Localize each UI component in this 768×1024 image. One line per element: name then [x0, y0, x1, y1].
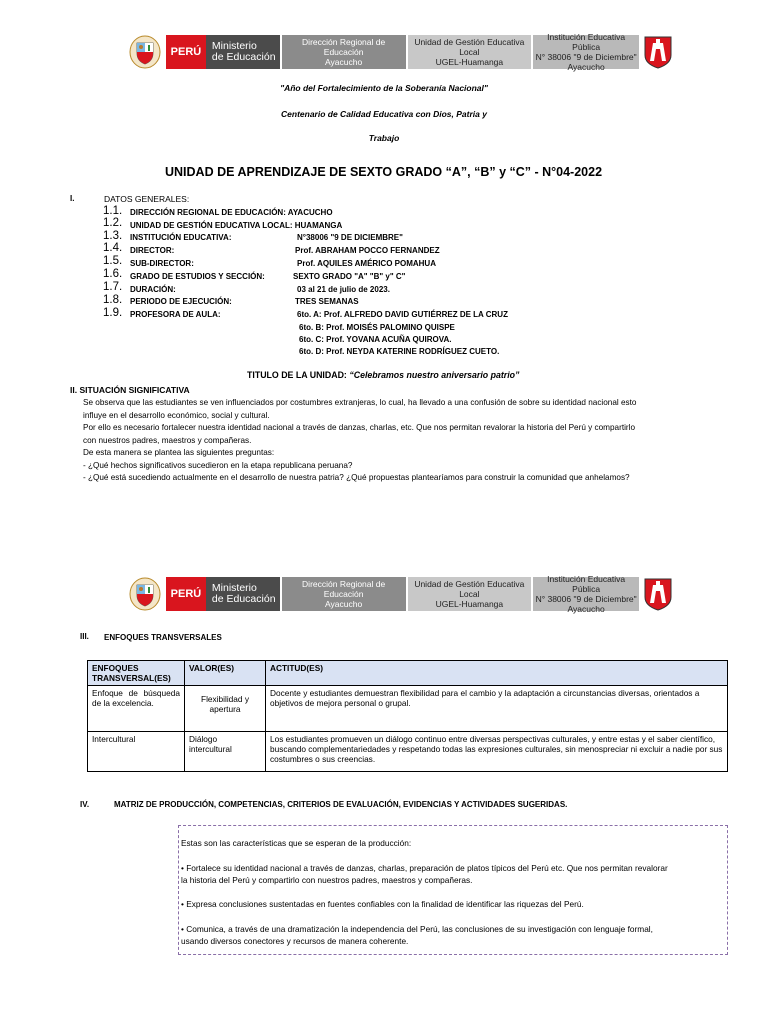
paragraph-line: influye en el desarrollo económico, social y cultural.	[83, 410, 270, 420]
enfoques-table	[87, 660, 728, 772]
institutional-banner	[128, 32, 673, 72]
production-characteristics-box	[178, 825, 728, 955]
table-row	[88, 686, 728, 732]
dre-line2: Ayacucho	[325, 599, 363, 609]
ie-line2: N° 38006 "9 de Diciembre"	[535, 594, 637, 604]
unit-title	[247, 370, 519, 380]
ie-block	[533, 574, 639, 614]
ie-line3: Ayacucho	[567, 604, 605, 614]
paragraph-line: De esta manera se plantea las siguientes preguntas:	[83, 448, 275, 457]
column-header: ACTITUD(ES)	[266, 661, 728, 686]
ie-line1: Institución Educativa Pública	[547, 574, 626, 594]
unit-title-value: “Celebramos nuestro aniversario patrio”	[349, 370, 520, 380]
item-number: 1.2.	[103, 217, 123, 229]
item-number: 1.8.	[103, 294, 123, 306]
section1-roman: I.	[70, 194, 75, 203]
peru-coat-of-arms-icon	[128, 35, 162, 69]
item-label: GRADO DE ESTUDIOS Y SECCIÓN:	[130, 272, 265, 281]
ministerio-block	[206, 35, 280, 69]
table-header-row	[88, 661, 728, 686]
ie-line1: Institución Educativa Pública	[547, 32, 626, 52]
paragraph-line: Se observa que las estudiantes se ven influenciados por costumbres extranjeras, lo cual, ha llevado a una confusión de sobre su identidad nacional esto	[83, 398, 637, 407]
item-value: SEXTO GRADO "A" "B" y" C"	[293, 272, 406, 281]
item-value: TRES SEMANAS	[295, 297, 359, 306]
peru-coat-of-arms-icon	[128, 577, 162, 611]
paragraph-line: con nuestros padres, maestros y compañeras.	[83, 435, 252, 445]
item-value: Prof. AQUILES AMÉRICO POMAHUA	[297, 259, 436, 268]
dre-line2: Ayacucho	[325, 57, 363, 67]
section4-roman: IV.	[80, 800, 90, 809]
ministerio-block	[206, 577, 280, 611]
column-header: ENFOQUES TRANSVERSAL(ES)	[88, 661, 185, 686]
table-cell: Flexibilidad y apertura	[185, 686, 266, 732]
ugel-line1: Unidad de Gestión Educativa Local	[414, 579, 525, 599]
centenary-line1: Centenario de Calidad Educativa con Dios, Patria y	[281, 109, 487, 119]
ugel-line1: Unidad de Gestión Educativa Local	[414, 37, 525, 57]
section1-heading: DATOS GENERALES:	[104, 194, 190, 204]
centenary-line2: Trabajo	[368, 133, 400, 143]
dre-block	[282, 577, 406, 611]
section3-heading: ENFOQUES TRANSVERSALES	[104, 633, 222, 642]
paragraph-line: Por ello es necesario fortalecer nuestra identidad nacional a través de danzas, charlas, etc. Que nos permitan revalorar la historia del Perú y compartirlo	[83, 423, 636, 432]
school-crest-icon	[643, 577, 673, 611]
item-number: 1.3.	[103, 230, 123, 242]
dre-line1: Dirección Regional de Educación	[302, 37, 386, 57]
box-bullet-2: • Expresa conclusiones sustentadas en fuentes confiables con la finalidad de identificar las riquezas del Perú.	[181, 899, 584, 909]
teacher-line: 6to. C: Prof. YOVANA ACUÑA QUIROVA.	[299, 335, 452, 344]
ugel-line2: UGEL-Huamanga	[435, 57, 504, 67]
section2-header	[70, 385, 190, 395]
item-value: Prof. ABRAHAM POCCO FERNANDEZ	[295, 246, 440, 255]
dre-line1: Dirección Regional de Educación	[302, 579, 386, 599]
item-number: 1.5.	[103, 255, 123, 267]
document-title: UNIDAD DE APRENDIZAJE DE SEXTO GRADO “A”, “B” y “C” - N°04-2022	[165, 165, 603, 179]
ugel-line2: UGEL-Huamanga	[435, 599, 504, 609]
item-number: 1.1.	[103, 205, 123, 217]
section2-heading: SITUACIÓN SIGNIFICATIVA	[79, 385, 190, 395]
item-value: 6to. A: Prof. ALFREDO DAVID GUTIÉRREZ DE LA CRUZ	[297, 310, 508, 319]
box-bullet-1-line2: la historia del Perú y compartirlo con nuestros padres, maestros y compañeras.	[181, 875, 473, 885]
table-cell: Los estudiantes promueven un diálogo continuo entre diversas perspectivas culturales, y entre estas y el saber científico, buscando complementariedades y respetando todas las expresiones culturales, sin menospreciar ni excluir a nadie por sus costumbres o sus creencias.	[266, 732, 728, 772]
teacher-line: 6to. B: Prof. MOISÉS PALOMINO QUISPE	[299, 323, 455, 332]
item-label: DURACIÓN:	[130, 285, 176, 294]
ie-block	[533, 32, 639, 72]
unit-title-label: TITULO DE LA UNIDAD:	[247, 370, 347, 380]
table-row	[88, 732, 728, 772]
item-number: 1.7.	[103, 281, 123, 293]
item-label: UNIDAD DE GESTIÓN EDUCATIVA LOCAL: HUAMANGA	[130, 221, 343, 230]
box-bullet-1-line1: • Fortalece su identidad nacional a través de danzas, charlas, preparación de platos típicos del Perú etc. Que nos permitan revalorar	[181, 863, 668, 873]
table-cell: Intercultural	[88, 732, 185, 772]
item-label: INSTITUCIÓN EDUCATIVA:	[130, 233, 232, 242]
item-value: 03 al 21 de julio de 2023.	[297, 285, 390, 294]
table-cell: Enfoque de búsqueda de la excelencia.	[88, 686, 185, 732]
item-number: 1.9.	[103, 307, 123, 319]
situation-text	[83, 397, 723, 485]
table-cell: Diálogo intercultural	[185, 732, 266, 772]
column-header: VALOR(ES)	[185, 661, 266, 686]
item-number: 1.4.	[103, 242, 123, 254]
ie-line3: Ayacucho	[567, 62, 605, 72]
section3-roman: III.	[80, 632, 89, 641]
paragraph-line: - ¿Qué hechos significativos sucedieron en la etapa republicana peruana?	[83, 460, 353, 470]
item-label: PERIODO DE EJECUCIÓN:	[130, 297, 232, 306]
item-label: DIRECTOR:	[130, 246, 175, 255]
item-value: N°38006 "9 DE DICIEMBRE"	[297, 233, 403, 242]
teacher-line: 6to. D: Prof. NEYDA KATERINE RODRÍGUEZ CUETO.	[299, 347, 500, 356]
year-motto: "Año del Fortalecimiento de la Soberanía Nacional"	[280, 83, 488, 93]
section2-roman: II.	[70, 385, 78, 395]
ministerio-line1: Ministerio	[211, 40, 257, 52]
box-bullet-3-line2: usando diversos conectores y recursos de manera coherente.	[181, 936, 409, 946]
peru-label: PERÚ	[166, 577, 206, 611]
item-label: DIRECCIÓN REGIONAL DE EDUCACIÓN: AYACUCHO	[130, 208, 333, 217]
item-number: 1.6.	[103, 268, 123, 280]
school-crest-icon	[643, 35, 673, 69]
dre-block	[282, 35, 406, 69]
ministerio-line2: de Educación	[211, 593, 276, 605]
institutional-banner	[128, 574, 673, 614]
ie-line2: N° 38006 "9 de Diciembre"	[535, 52, 637, 62]
ugel-block	[408, 577, 532, 611]
ministerio-line1: Ministerio	[211, 582, 257, 594]
peru-label: PERÚ	[166, 35, 206, 69]
paragraph-line: - ¿Qué está sucediendo actualmente en el desarrollo de nuestra patria? ¿Qué propuestas plantearíamos para construir la comunidad que anhelamos?	[83, 473, 630, 482]
item-label: PROFESORA DE AULA:	[130, 310, 221, 319]
box-intro: Estas son las características que se esperan de la producción:	[181, 838, 412, 848]
item-label: SUB-DIRECTOR:	[130, 259, 194, 268]
table-cell: Docente y estudiantes demuestran flexibilidad para el cambio y la adaptación a circunstancias diversas, orientados a objetivos de mejora personal o grupal.	[266, 686, 728, 732]
ugel-block	[408, 35, 532, 69]
ministerio-line2: de Educación	[211, 51, 276, 63]
box-bullet-3-line1: • Comunica, a través de una dramatización la independencia del Perú, las conclusiones de su investigación con lenguaje formal,	[181, 924, 653, 934]
section4-heading: MATRIZ DE PRODUCCIÓN, COMPETENCIAS, CRITERIOS DE EVALUACIÓN, EVIDENCIAS Y ACTIVIDADES SUGERIDAS.	[114, 800, 568, 809]
